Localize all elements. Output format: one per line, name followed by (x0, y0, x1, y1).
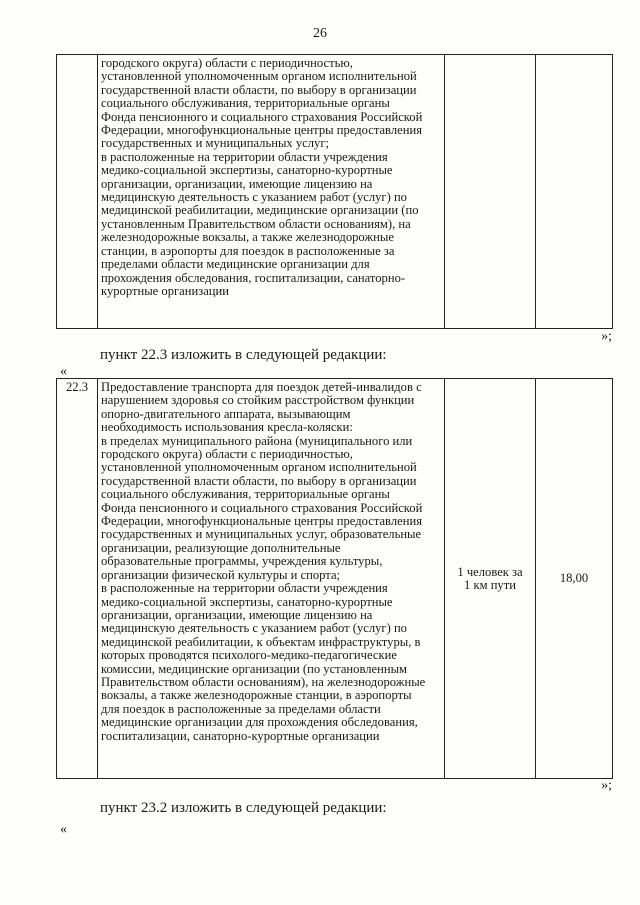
service-description: Предоставление транспорта для поездок детей-инвалидов с нарушением здоровья со стойким расстройством функции опорно-двигательного аппарата, вызывающим необходимость использования кресла-коляски: в пределах муниципального района (муниципального или городского округа) области с периодичностью, установленной уполномоченным органом исполнительной государственной власти области, по выбору в организации социального обслуживания, территориальные органы Фонда пенсионного и социального страхования Российской Федерации, многофункциональные центры предоставления государственных и муниципальных услуг, образовательные организации, реализующие дополнительные образовательные программы, учреждения культуры, организации физической культуры и спорта; в расположенные на территории области учреждения медико-социальной экспертизы, санаторно-курортные организации, организации, имеющие лицензию на медицинскую деятельность с указанием работ (услуг) по медицинской реабилитации, к объектам инфраструктуры, в которых проводятся психолого-медико-педагогические комиссии, медицинские организации (по установленным Правительством области основаниям), на железнодорожные вокзалы, а также железнодорожные станции, в аэропорты для поездок в расположенные за пределами области медицинские организации для прохождения обследования, госпитализации, санаторно-курортные организации (101, 380, 426, 743)
item-number-cell: 22.3 (57, 379, 98, 779)
service-description: городского округа) области с периодичностью, установленной уполномоченным органом исполнительной государственной власти области, по выбору в организации социального обслуживания, территориальные органы Фонда пенсионного и социального страхования Российской Федерации, многофункциональные центры предоставления государственных и муниципальных услуг; в расположенные на территории области учреждения медико-социальной экспертизы, санаторно-курортные организации, организации, имеющие лицензию на медицинскую деятельность с указанием работ (услуг) по медицинской реабилитации, медицинские организации (по установленным Правительством области основаниям), на железнодорожные вокзалы, а также железнодорожные станции, в аэропорты для поездок в расположенные за пределами области медицинские организации для прохождения обследования, госпитализации, санаторно- курортные организации (101, 56, 423, 298)
tariff-table-continuation (56, 54, 613, 329)
closing-quote-mark: »; (601, 778, 612, 793)
rate-cell (536, 55, 613, 329)
table-row (57, 55, 613, 329)
rate-cell: 18,00 (536, 379, 613, 779)
service-description-cell (98, 55, 445, 329)
closing-quote-mark: »; (601, 329, 612, 344)
service-description-cell (98, 379, 445, 779)
page-number: 26 (313, 26, 327, 41)
opening-quote-mark: « (60, 364, 67, 379)
unit-value: 1 человек за 1 км пути (457, 564, 523, 592)
unit-cell (445, 55, 536, 329)
tariff-table-item-22-3 (56, 378, 613, 779)
amendment-instruction: пункт 22.3 изложить в следующей редакции: (100, 347, 387, 363)
amendment-instruction: пункт 23.2 изложить в следующей редакции: (100, 800, 387, 816)
unit-cell (445, 379, 536, 779)
opening-quote-mark: « (60, 822, 67, 837)
item-number-cell (57, 55, 98, 329)
table-row (57, 379, 613, 779)
